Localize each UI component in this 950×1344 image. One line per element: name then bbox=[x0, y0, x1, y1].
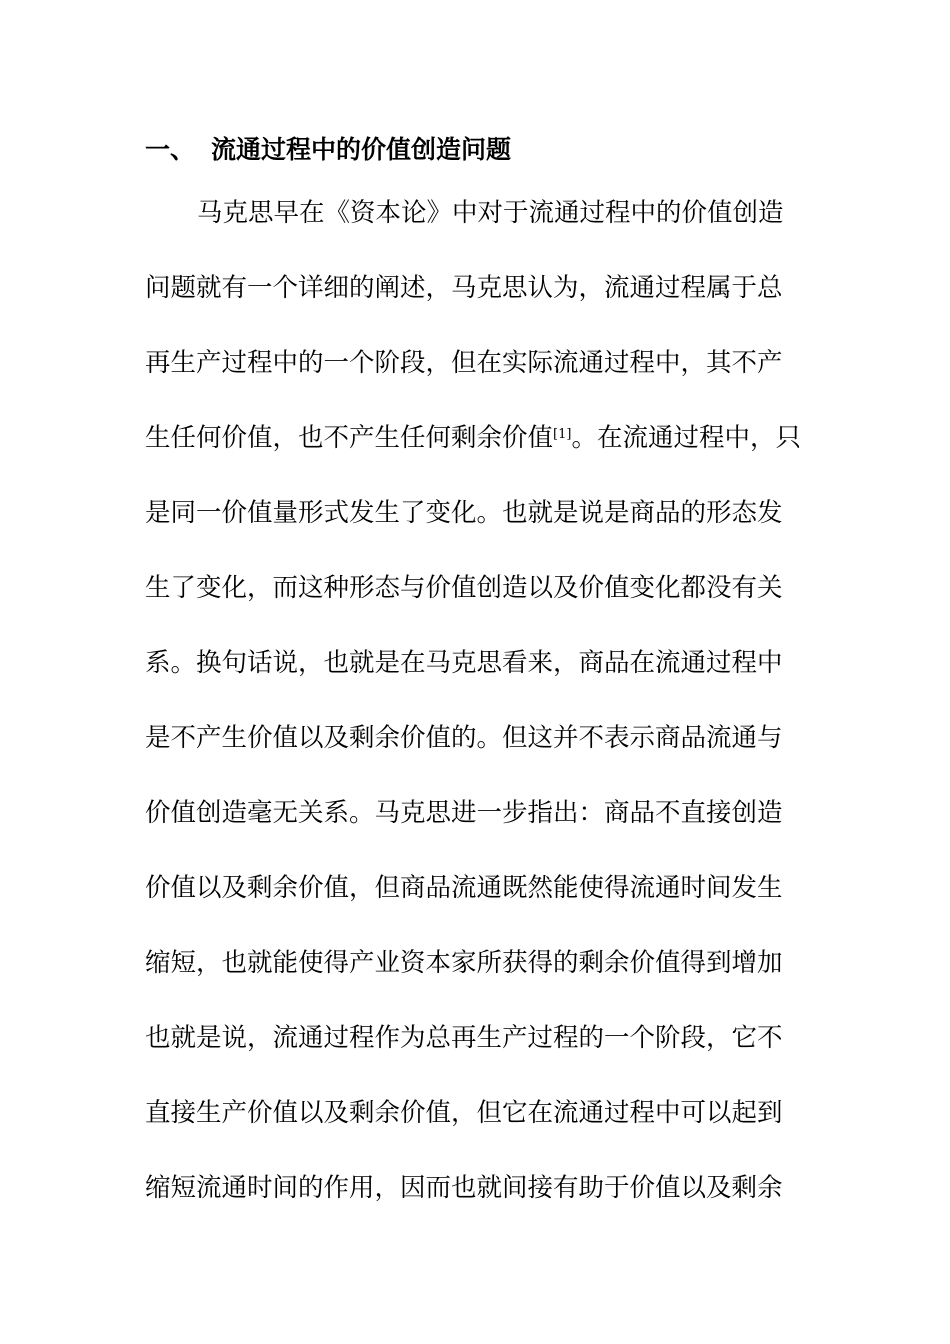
paragraph-line: 缩短，也就能使得产业资本家所获得的剩余价值得到增加 bbox=[145, 948, 783, 978]
paragraph-line bbox=[145, 418, 801, 458]
paragraph-line: 问题就有一个详细的阐述，马克思认为，流通过程属于总 bbox=[145, 273, 783, 303]
paragraph-line-text: 生任何价值，也不产生任何剩余价值 bbox=[145, 423, 554, 453]
paragraph-line: 直接生产价值以及剩余价值，但它在流通过程中可以起到 bbox=[145, 1098, 783, 1128]
paragraph-line-tail: 。在流通过程中，只 bbox=[571, 423, 801, 453]
paragraph-line: 也就是说，流通过程作为总再生产过程的一个阶段，它不 bbox=[145, 1023, 783, 1053]
paragraph-line: 系。换句话说，也就是在马克思看来，商品在流通过程中 bbox=[145, 648, 783, 678]
paragraph-line: 缩短流通时间的作用，因而也就间接有助于价值以及剩余 bbox=[145, 1173, 783, 1203]
paragraph-line: 再生产过程中的一个阶段，但在实际流通过程中，其不产 bbox=[145, 348, 783, 378]
paragraph-line: 马克思早在《资本论》中对于流通过程中的价值创造 bbox=[197, 198, 784, 228]
section-heading bbox=[145, 130, 805, 170]
section-number: 一、 bbox=[145, 135, 196, 164]
paragraph-line: 是不产生价值以及剩余价值的。但这并不表示商品流通与 bbox=[145, 723, 783, 753]
citation-reference: [1] bbox=[553, 427, 572, 442]
section-title: 流通过程中的价值创造问题 bbox=[211, 135, 512, 164]
paragraph-line: 是同一价值量形式发生了变化。也就是说是商品的形态发 bbox=[145, 498, 783, 528]
paragraph-line: 价值以及剩余价值，但商品流通既然能使得流通时间发生 bbox=[145, 873, 783, 903]
paragraph-line: 生了变化，而这种形态与价值创造以及价值变化都没有关 bbox=[145, 573, 783, 603]
paragraph-line: 价值创造毫无关系。马克思进一步指出：商品不直接创造 bbox=[145, 798, 783, 828]
